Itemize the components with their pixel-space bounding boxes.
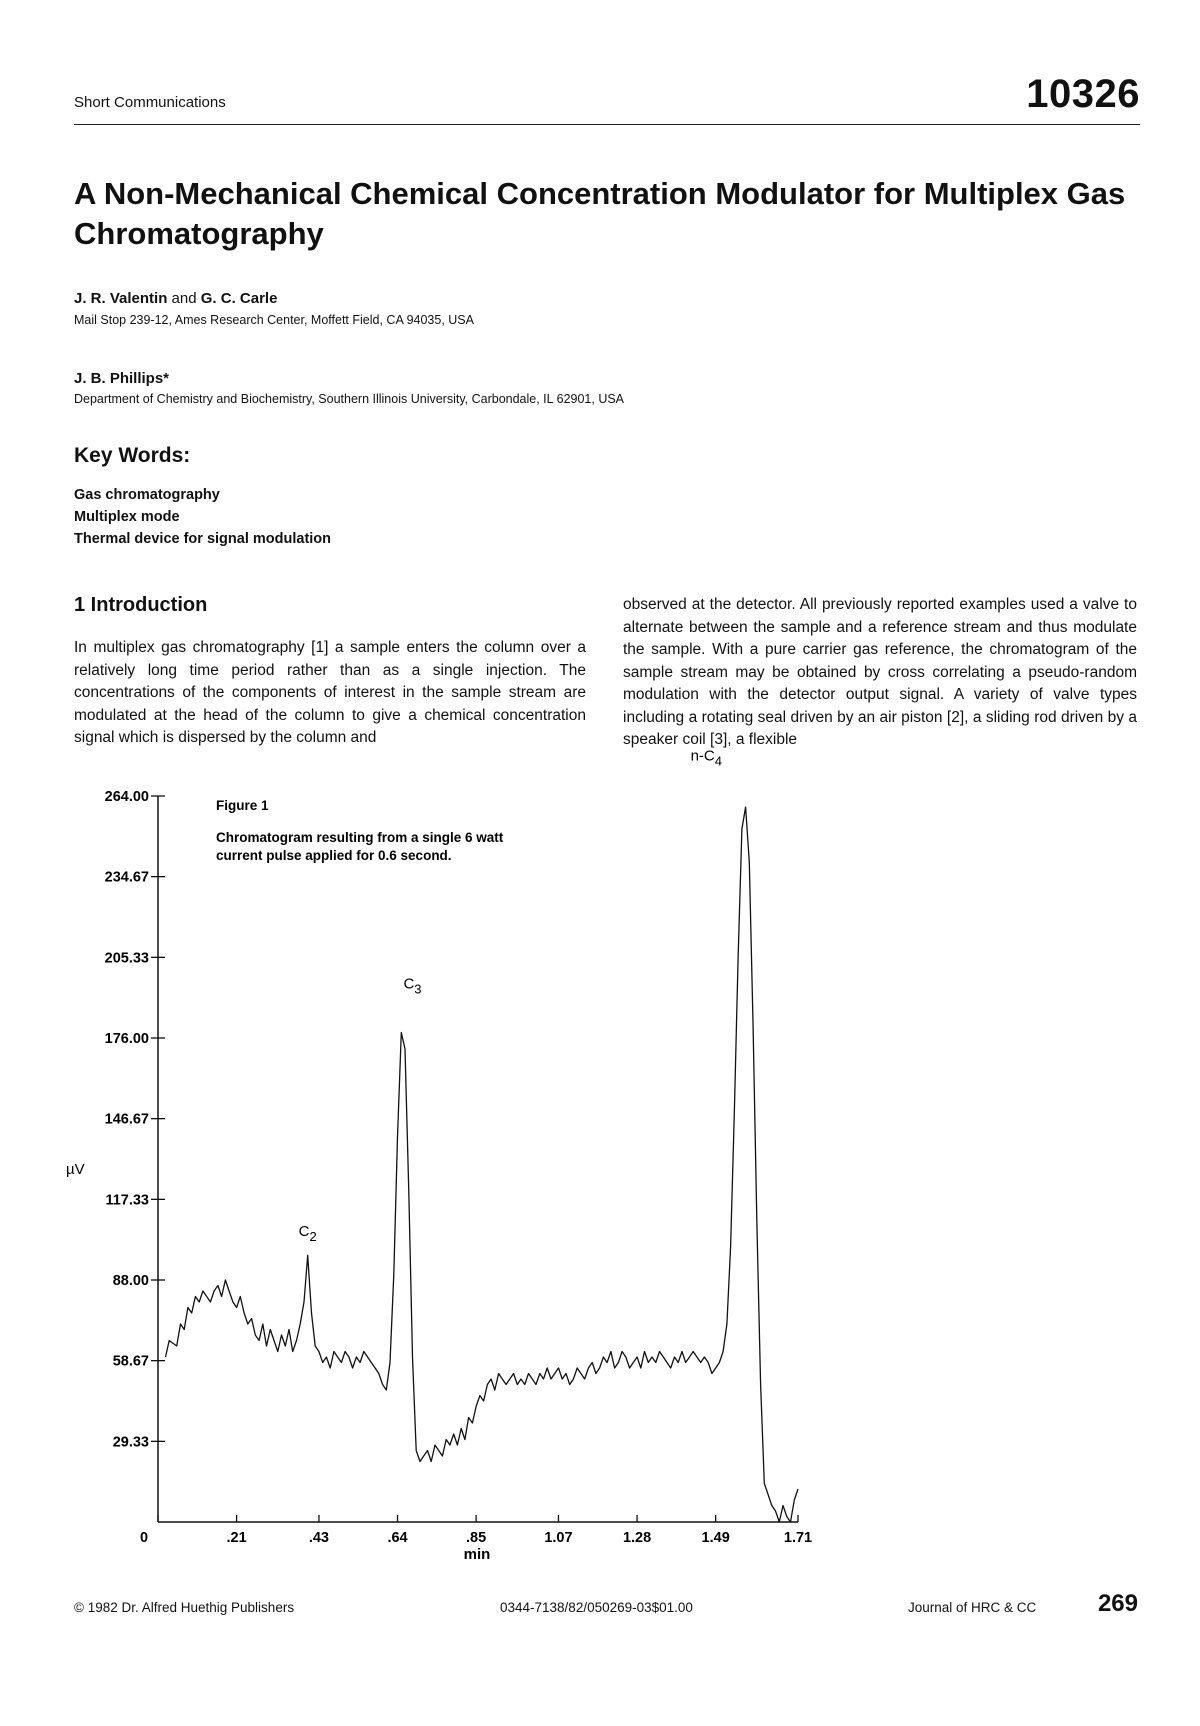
y-axis-label: µV: [66, 1161, 85, 1178]
x-tick-label: 1.07: [544, 1530, 573, 1546]
keywords-list: [74, 484, 331, 550]
x-tick-label: .43: [308, 1530, 330, 1546]
keywords-heading: Key Words:: [74, 444, 191, 467]
header-rule: [74, 124, 1140, 125]
keyword-item: Gas chromatography: [74, 487, 220, 503]
intro-paragraph-left: In multiplex gas chromatography [1] a sample enters the column over a relatively long time period rather than as a single injection. The concentrations of the components of interest in the sample stream are modulated at the head of the column to give a chemical concentration signal which is dispersed by the column and: [74, 639, 586, 746]
x-tick-label: 1.49: [701, 1530, 730, 1546]
y-tick-label: 146.67: [104, 1111, 149, 1128]
y-tick-label: 176.00: [104, 1031, 149, 1047]
y-tick-label: 117.33: [105, 1192, 149, 1209]
affiliation-2: Department of Chemistry and Biochemistry, Southern Illinois University, Carbondale, IL 62901, USA: [74, 392, 625, 406]
chromatogram-trace: [166, 807, 799, 1522]
x-tick-label: .21: [226, 1530, 247, 1546]
footer-copyright: © 1982 Dr. Alfred Huethig Publishers: [74, 1600, 295, 1615]
y-tick-label: 234.67: [104, 869, 149, 886]
x-tick-label: .64: [387, 1530, 408, 1546]
x-tick-label: 1.28: [622, 1530, 652, 1546]
footer-issn-code: 0344-7138/82/050269-03$01.00: [500, 1600, 693, 1615]
peak-label: C2: [298, 1223, 317, 1244]
author-conjunction: and: [171, 290, 197, 307]
chart-tick-labels: [105, 789, 812, 1546]
paper-title: A Non-Mechanical Chemical Concentration Modulator for Multiplex Gas Chromatography: [74, 176, 1126, 251]
y-tick-label: 264.00: [104, 789, 149, 805]
figure-caption-line-1: Chromatogram resulting from a single 6 watt: [216, 830, 504, 845]
footer-journal: Journal of HRC & CC: [908, 1600, 1037, 1615]
author-line-1: [74, 290, 277, 307]
running-header: Short Communications: [74, 94, 226, 111]
author-valentin: J. R. Valentin: [74, 290, 168, 307]
x-tick-label: 1.71: [783, 1530, 813, 1546]
affiliation-1: Mail Stop 239-12, Ames Research Center, Moffett Field, CA 94035, USA: [74, 313, 474, 327]
author-line-2: [74, 370, 169, 387]
y-tick-label: 205.33: [104, 950, 149, 967]
figure-label: Figure 1: [216, 798, 269, 813]
y-tick-label: 88.00: [112, 1273, 149, 1289]
figure-caption-line-2: current pulse applied for 0.6 second.: [216, 848, 452, 863]
x-tick-label: 0: [139, 1530, 149, 1546]
author-phillips: J. B. Phillips*: [74, 370, 170, 387]
page-number: 269: [1097, 1590, 1138, 1617]
y-tick-label: 58.67: [112, 1353, 149, 1370]
peak-label: C3: [403, 975, 422, 997]
figure-1-chromatogram: [0, 747, 1200, 1563]
x-axis-label: min: [463, 1546, 491, 1563]
keyword-item: Multiplex mode: [74, 509, 180, 525]
chart-axes: [158, 796, 798, 1522]
y-tick-label: 29.33: [112, 1434, 149, 1451]
section-heading-introduction: 1 Introduction: [74, 594, 208, 616]
keyword-item: Thermal device for signal modulation: [74, 531, 332, 547]
chart-peak-labels: [299, 747, 722, 1244]
intro-paragraph-right: observed at the detector. All previously reported examples used a valve to alternate between the sample and a reference stream and thus modulate the sample. With a pure carrier gas reference, the chromatogram of the sample stream may be obtained by cross correlating a pseudo-random modulation with the detector output signal. A variety of valve types including a rotating seal driven by an air piston [2], a sliding rod driven by a speaker coil [3], a flexible: [623, 596, 1137, 748]
article-number: 10326: [1026, 72, 1140, 116]
author-carle: G. C. Carle: [200, 290, 278, 307]
x-tick-label: .85: [466, 1530, 487, 1546]
peak-label: n-C4: [690, 747, 723, 769]
